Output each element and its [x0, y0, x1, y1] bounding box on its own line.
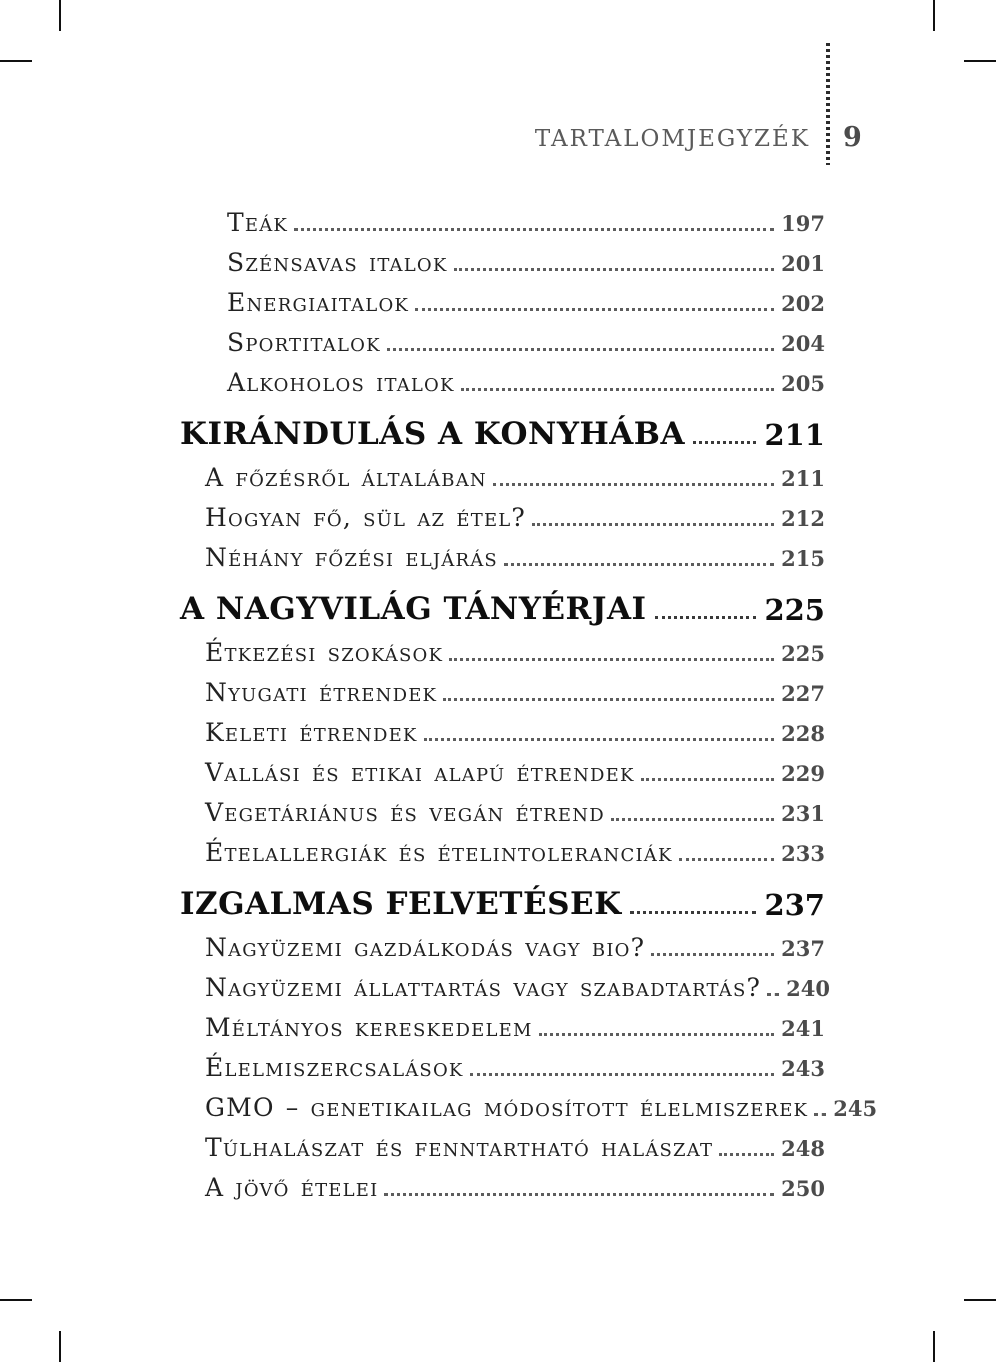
toc-entry-page: 202 [781, 291, 825, 316]
dotted-leader [814, 1113, 826, 1116]
running-head-page-number: 9 [843, 122, 862, 153]
toc-entry-page: 225 [764, 593, 825, 627]
toc-entry-page: 225 [781, 641, 825, 666]
toc-entry-label: Teák [227, 208, 289, 237]
toc-entry-label: KIRÁNDULÁS A KONYHÁBA [180, 416, 686, 452]
table-of-contents [180, 198, 878, 1203]
dotted-leader [532, 523, 774, 526]
toc-entry [180, 1043, 825, 1083]
toc-entry [180, 708, 825, 748]
toc-entry-page: 241 [781, 1016, 825, 1041]
toc-section-heading [180, 580, 825, 628]
crop-mark-bottom-right-horizontal [964, 1299, 996, 1301]
crop-mark-top-right-horizontal [964, 60, 996, 62]
dotted-leader [679, 858, 775, 861]
running-head-dotted-rule [826, 43, 830, 165]
dotted-leader [767, 993, 779, 996]
toc-entry [180, 318, 825, 358]
toc-entry-label: IZGALMAS FELVETÉSEK [180, 886, 622, 922]
toc-entry [180, 828, 825, 868]
toc-entry-label: Nagyüzemi gazdálkodás vagy bio? [205, 933, 646, 962]
toc-entry [180, 923, 825, 963]
dotted-leader [539, 1033, 775, 1036]
dotted-leader [454, 268, 775, 271]
toc-entry-label: Nagyüzemi állattartás vagy szabadtartás? [205, 973, 762, 1002]
toc-entry-page: 227 [781, 681, 825, 706]
dotted-leader [611, 818, 774, 821]
toc-entry-label: Vallási és etikai alapú étrendek [205, 758, 635, 787]
dotted-leader [294, 228, 774, 231]
dotted-leader [387, 348, 774, 351]
dotted-leader [461, 388, 774, 391]
crop-mark-top-right-vertical [933, 0, 935, 31]
toc-entry-label: Hogyan fő, sül az étel? [205, 503, 527, 532]
toc-entry-page: 204 [781, 331, 825, 356]
running-head-title: TARTALOMJEGYZÉK [534, 126, 810, 152]
toc-entry [180, 238, 825, 278]
toc-entry-label: A NAGYVILÁG TÁNYÉRJAI [180, 591, 647, 627]
dotted-leader [651, 953, 774, 956]
toc-entry [180, 493, 825, 533]
toc-entry-page: 248 [781, 1136, 825, 1161]
toc-entry [180, 628, 825, 668]
dotted-leader [449, 658, 774, 661]
toc-section-heading [180, 875, 825, 923]
toc-entry-label: Nyugati étrendek [205, 678, 438, 707]
dotted-leader [493, 483, 774, 486]
toc-entry-page: 211 [781, 466, 825, 491]
toc-entry-label: Sportitalok [227, 328, 381, 357]
toc-entry-page: 205 [781, 371, 825, 396]
toc-entry-page: 231 [781, 801, 825, 826]
toc-entry-page: 237 [781, 936, 825, 961]
toc-entry-label: Étkezési szokások [205, 638, 444, 667]
dotted-leader [384, 1193, 774, 1196]
dotted-leader [415, 308, 774, 311]
dotted-leader [655, 616, 757, 619]
toc-entry-label: GMO – genetikailag módosított élelmiszerek [205, 1093, 809, 1122]
toc-section-heading [180, 405, 825, 453]
toc-entry [180, 358, 825, 398]
toc-entry [180, 198, 825, 238]
toc-entry-page: 229 [781, 761, 825, 786]
crop-mark-bottom-left-vertical [59, 1331, 61, 1362]
dotted-leader [641, 778, 774, 781]
toc-entry-page: 245 [833, 1096, 878, 1121]
toc-entry-page: 233 [781, 841, 825, 866]
dotted-leader [470, 1073, 775, 1076]
crop-mark-top-left-horizontal [0, 60, 32, 62]
crop-mark-bottom-right-vertical [933, 1331, 935, 1362]
toc-entry [180, 788, 825, 828]
toc-entry [180, 1123, 825, 1163]
toc-entry-label: Ételallergiák és ételintoleranciák [205, 838, 673, 867]
dotted-leader [443, 698, 774, 701]
dotted-leader [504, 563, 774, 566]
toc-entry [180, 1163, 825, 1203]
toc-entry-label: A jövő ételei [205, 1173, 379, 1202]
toc-entry-page: 197 [781, 211, 825, 236]
toc-entry-page: 212 [781, 506, 825, 531]
dotted-leader [693, 441, 756, 444]
toc-entry [180, 668, 825, 708]
toc-entry-label: Szénsavas italok [227, 248, 448, 277]
toc-entry-page: 237 [764, 888, 825, 922]
toc-entry-label: Néhány főzési eljárás [205, 543, 498, 572]
toc-entry [180, 748, 825, 788]
toc-entry [180, 453, 825, 493]
toc-entry-page: 228 [781, 721, 825, 746]
toc-entry-label: Méltányos kereskedelem [205, 1013, 533, 1042]
toc-entry-label: Túlhalászat és fenntartható halászat [205, 1133, 714, 1162]
crop-mark-top-left-vertical [59, 0, 61, 31]
toc-entry-label: Vegetáriánus és vegán étrend [205, 798, 605, 827]
toc-entry-page: 250 [781, 1176, 825, 1201]
toc-entry [180, 1003, 825, 1043]
toc-entry-page: 201 [781, 251, 825, 276]
toc-entry-label: Keleti étrendek [205, 718, 418, 747]
toc-entry-page: 211 [764, 418, 825, 452]
toc-entry-page: 240 [786, 976, 830, 1001]
toc-entry-label: Energiaitalok [227, 288, 410, 317]
toc-entry [180, 963, 830, 1003]
crop-mark-bottom-left-horizontal [0, 1299, 32, 1301]
dotted-leader [630, 911, 757, 914]
toc-entry [180, 278, 825, 318]
toc-entry [180, 1083, 878, 1123]
toc-entry [180, 533, 825, 573]
toc-entry-page: 243 [781, 1056, 825, 1081]
dotted-leader [424, 738, 775, 741]
toc-entry-page: 215 [781, 546, 825, 571]
dotted-leader [719, 1153, 774, 1156]
toc-entry-label: A főzésről általában [205, 463, 487, 492]
toc-entry-label: Élelmiszercsalások [205, 1053, 464, 1082]
toc-entry-label: Alkoholos italok [227, 368, 455, 397]
